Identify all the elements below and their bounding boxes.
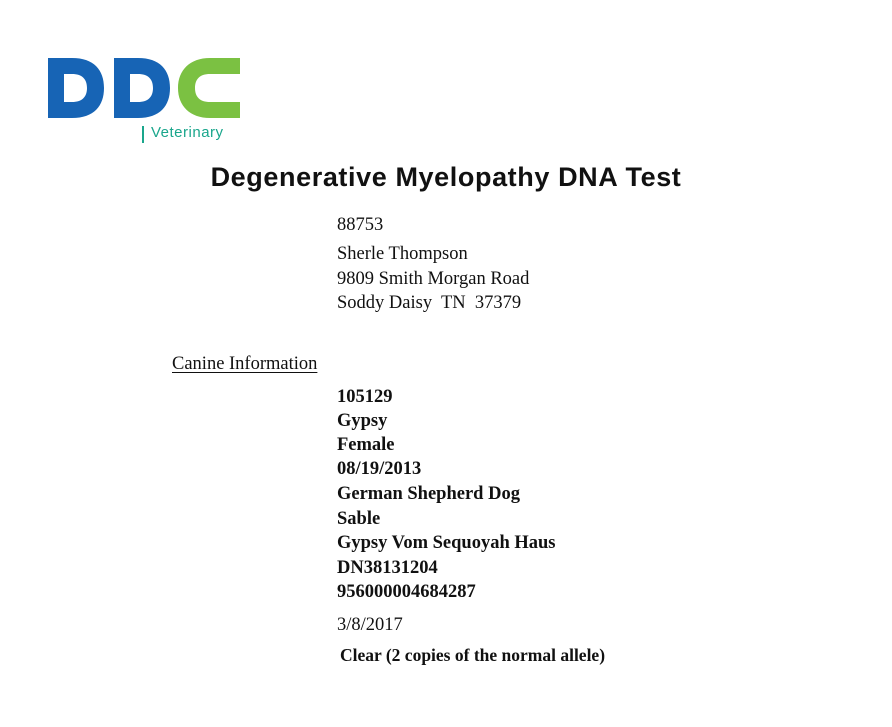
coat-color-value: Sable (337, 509, 381, 529)
registration-number-value: DN38131204 (337, 558, 438, 578)
dna-result-value: Clear (2 copies of the normal allele) (340, 645, 606, 665)
owner-address-line-2: Soddy Daisy TN 37379 (337, 293, 522, 313)
registered-name-value: Gypsy Vom Sequoyah Haus (337, 533, 556, 553)
microchip-value: 956000004684287 (337, 582, 476, 602)
logo-divider (142, 126, 144, 143)
report-date-value: 3/8/2017 (337, 615, 403, 635)
dna-id-value: 105129 (337, 387, 393, 407)
ddc-logo-mark (46, 56, 242, 120)
owner-address-line-1: 9809 Smith Morgan Road (337, 269, 530, 289)
canine-information-heading: Canine Information (172, 354, 318, 374)
owner-name: Sherle Thompson (337, 244, 468, 264)
birthdate-value: 08/19/2013 (337, 459, 422, 479)
call-name-value: Gypsy (337, 411, 388, 431)
document-title: Degenerative Myelopathy DNA Test (210, 162, 682, 192)
case-number-value: 88753 (337, 215, 384, 235)
breed-value: German Shepherd Dog (337, 484, 520, 504)
sex-value: Female (337, 435, 395, 455)
ddc-veterinary-logo: Veterinary (46, 56, 242, 146)
